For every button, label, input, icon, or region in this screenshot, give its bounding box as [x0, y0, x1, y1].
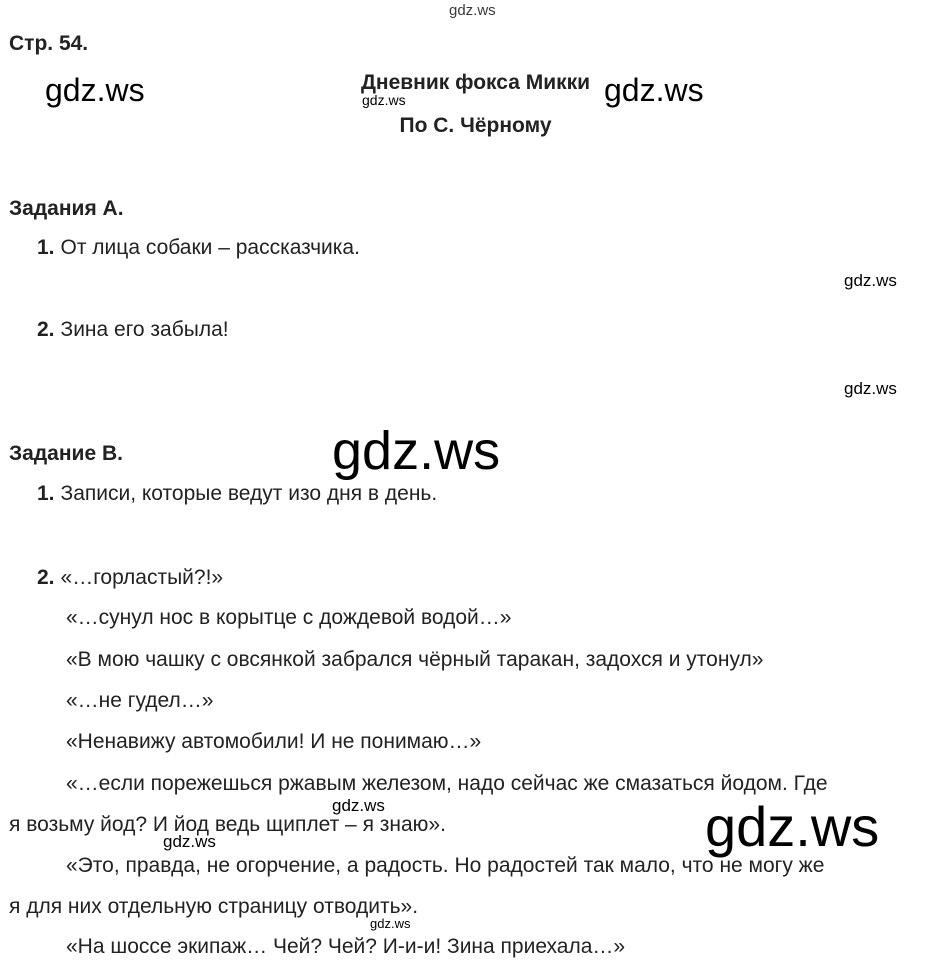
- watermark-mid-small: gdz.ws: [332, 796, 385, 815]
- answer-a2: [37, 318, 229, 342]
- watermark-top: gdz.ws: [449, 2, 496, 19]
- quote-line: «…если порежешься ржавым железом, надо сейчас же смазаться йодом. Где: [66, 772, 828, 795]
- quote-line: «Ненавижу автомобили! И не понимаю…»: [66, 730, 482, 753]
- answer-a1: [37, 236, 360, 260]
- watermark-bottom-large: gdz.ws: [705, 795, 880, 858]
- quote-line: «Это, правда, не огорчение, а радость. Но радостей так мало, что не могу же: [66, 854, 825, 877]
- watermark-header-right: gdz.ws: [604, 72, 704, 108]
- answer-number: 2.: [37, 566, 55, 589]
- watermark-left-small: gdz.ws: [163, 832, 216, 851]
- answer-text: От лица собаки – рассказчика.: [60, 236, 360, 259]
- watermark-side-1: gdz.ws: [844, 271, 897, 290]
- section-a-heading: Задания А.: [9, 197, 124, 220]
- answer-text: «…горластый?!»: [60, 566, 224, 589]
- watermark-header-tiny: gdz.ws: [362, 92, 406, 108]
- answer-number: 1.: [37, 236, 55, 259]
- watermark-side-2: gdz.ws: [844, 379, 897, 398]
- page-number: Стр. 54.: [9, 32, 89, 55]
- answer-text: Зина его забыла!: [60, 318, 229, 341]
- quote-line: «…не гудел…»: [66, 689, 214, 712]
- quote-line: «На шоссе экипаж… Чей? Чей? И-и-и! Зина приехала…»: [66, 935, 626, 958]
- answer-text: Записи, которые ведут изо дня в день.: [60, 482, 438, 505]
- watermark-center-big: gdz.ws: [332, 421, 501, 481]
- answer-b2: [37, 566, 223, 590]
- answer-number: 2.: [37, 318, 55, 341]
- quote-line: «…сунул нос в корытце с дождевой водой…»: [66, 606, 512, 629]
- answer-b1: [37, 482, 437, 506]
- quote-line: я для них отдельную страницу отводить».: [9, 895, 419, 918]
- watermark-header-left: gdz.ws: [45, 72, 145, 108]
- watermark-bottom-tiny: gdz.ws: [370, 916, 411, 931]
- quote-line: я возьму йод? И йод ведь щиплет – я знаю».: [9, 813, 446, 836]
- quote-line: «В мою чашку с овсянкой забрался чёрный таракан, задохся и утонул»: [66, 648, 764, 671]
- section-b-heading: Задание В.: [9, 442, 123, 465]
- page-subtitle: По С. Чёрному: [399, 114, 552, 137]
- answer-number: 1.: [37, 482, 55, 505]
- page-title: Дневник фокса Микки: [360, 71, 591, 94]
